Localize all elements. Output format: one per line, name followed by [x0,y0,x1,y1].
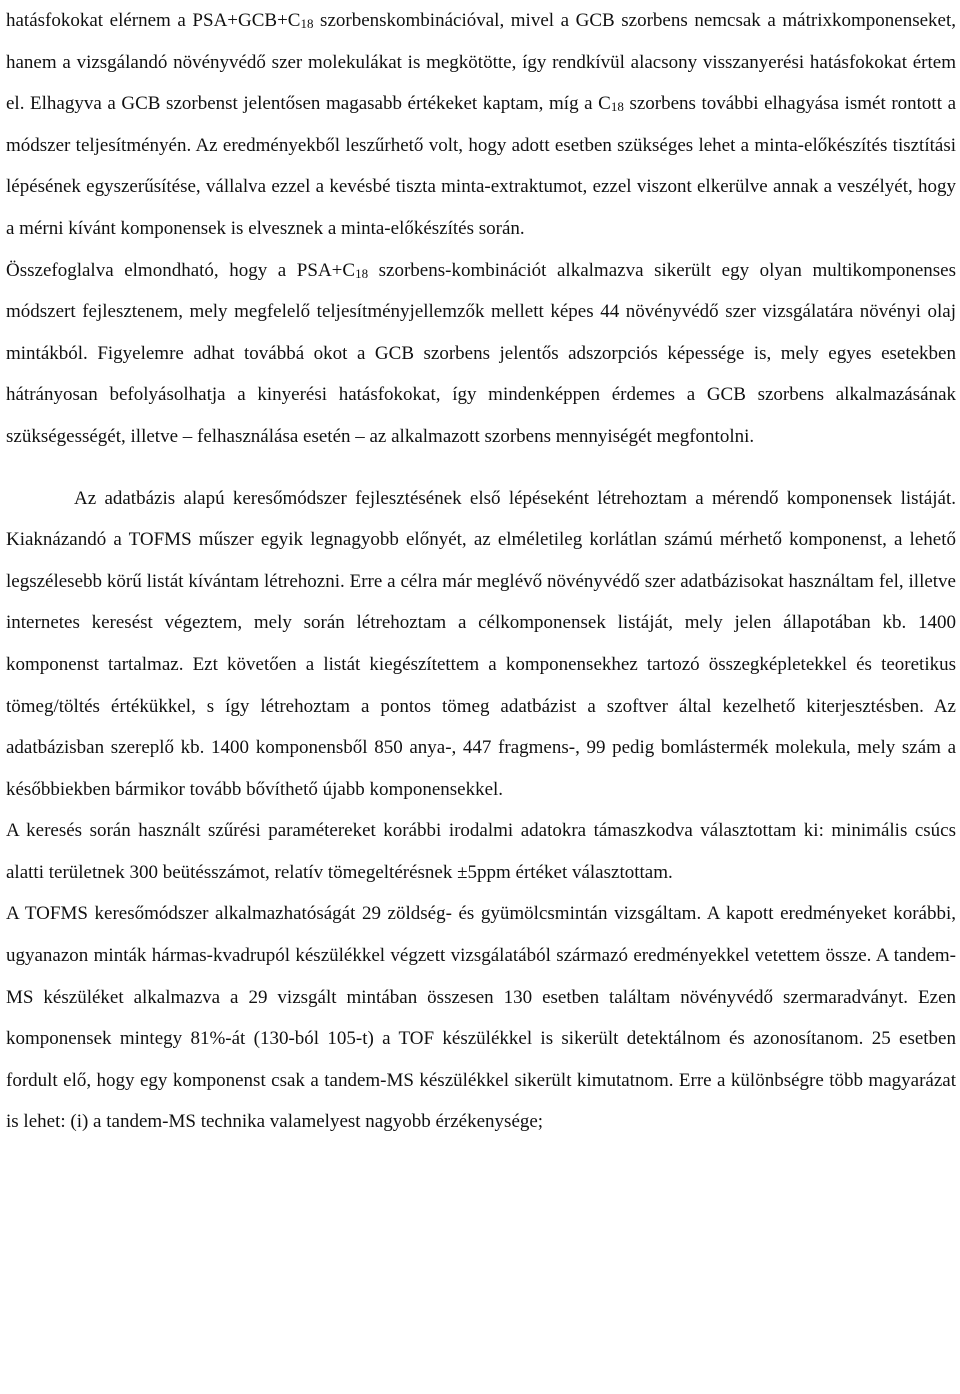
subscript: 18 [355,265,369,281]
body-paragraph [6,893,956,1143]
subscript: 18 [300,16,314,31]
paragraph-text: szorbenskombinációval, mivel a GCB szorbens nemcsak a mátrixkomponenseket, hanem a vizsgálandó növényvédő szer molekulákat is megkötötte, így rendkívül alacsony visszanyerési hatásfokokat értem el. Elhagyva a GCB szorbenst jelentősen magasabb értékeket kaptam, míg a C [6,10,956,115]
paragraph-text: szorbens-kombinációt alkalmazva sikerült egy olyan multikomponenses módszert fejlesztenem, mely megfelelő teljesítményjellemzők mellett képes 44 növényvédő szer vizsgálatára növényi olaj mintákból. Figyelemre adhat továbbá okot a GCB szorbens jelentős adszorpciós képessége is, mely egyes esetekben hátrányosan befolyásolhatja a kinyerési hatásfokokat, így mindenképpen érdemes a GCB szorbens alkalmazásának szükségességét, illetve – felhasználása esetén – az alkalmazott szorbens mennyiségét megfontolni. [6,259,956,447]
paragraph-spacer [6,458,956,478]
paragraph-text: hatásfokokat elérnem a PSA+GCB+C [6,10,301,31]
paragraph-text: A keresés során használt szűrési paramétereket korábbi irodalmi adatokra támaszkodva választottam ki: minimális csúcs alatti területnek 300 beütésszámot, relatív tömegeltérésnek ±5ppm értéket választottam. [6,820,956,883]
paragraph-text: Az adatbázis alapú keresőmódszer fejlesztésének első lépéseként létrehoztam a mérendő komponensek listáját. Kiaknázandó a TOFMS műszer egyik legnagyobb előnyét, az elméletileg korlátlan számú mérhető komponenst, a lehető legszélesebb körű listát kívántam létrehozni. Erre a célra már meglévő növényvédő szer adatbázisokat használtam fel, illetve internetes keresést végeztem, mely során létrehoztam a célkomponensek listáját, mely jelen állapotában kb. 1400 komponenst tartalmaz. Ezt követően a listát kiegészítettem a komponensekhez tartozó összegképletekkel és teoretikus tömeg/töltés értékükkel, s így létrehoztam a pontos tömeg adatbázist a szoftver által kezelhető kiterjesztésben. Az adatbázisban szereplő kb. 1400 komponensből 850 anya-, 447 fragmens-, 99 pedig bomlástermék molekula, mely szám a későbbiekben bármikor tovább bővíthető újabb komponensekkel. [6,487,956,800]
body-paragraph [6,0,956,250]
body-paragraph [6,810,956,893]
body-paragraph [6,478,956,811]
body-paragraph [6,250,956,458]
subscript: 18 [610,99,624,115]
paragraph-text: szorbens további elhagyása ismét rontott a módszer teljesítményén. Az eredményekből leszűrhető volt, hogy adott esetben szükséges lehet a minta-előkészítés tisztítási lépésének egyszerűsítése, vállalva ezzel a kevésbé tiszta minta-extraktumot, ezzel viszont elkerülve annak a veszélyét, hogy a mérni kívánt komponensek is elvesznek a minta-előkészítés során. [6,93,956,239]
paragraph-text: Összefoglalva elmondható, hogy a PSA+C [6,259,356,281]
paragraph-text: A TOFMS keresőmódszer alkalmazhatóságát 29 zöldség- és gyümölcsmintán vizsgáltam. A kapott eredményeket korábbi, ugyanazon minták hármas-kvadrupól készülékkel végzett vizsgálatából származó eredményekkel vetettem össze. A tandem-MS készüléket alkalmazva a 29 vizsgált mintában összesen 130 esetben találtam növényvédő szermaradványt. Ezen komponensek mintegy 81%-át (130-ból 105-t) a TOF készülékkel is sikerült detektálnom és azonosítanom. 25 esetben fordult elő, hogy egy komponenst csak a tandem-MS készülékkel sikerült kimutatnom. Erre a különbségre több magyarázat is lehet: (i) a tandem-MS technika valamelyest nagyobb érzékenysége; [6,903,956,1133]
